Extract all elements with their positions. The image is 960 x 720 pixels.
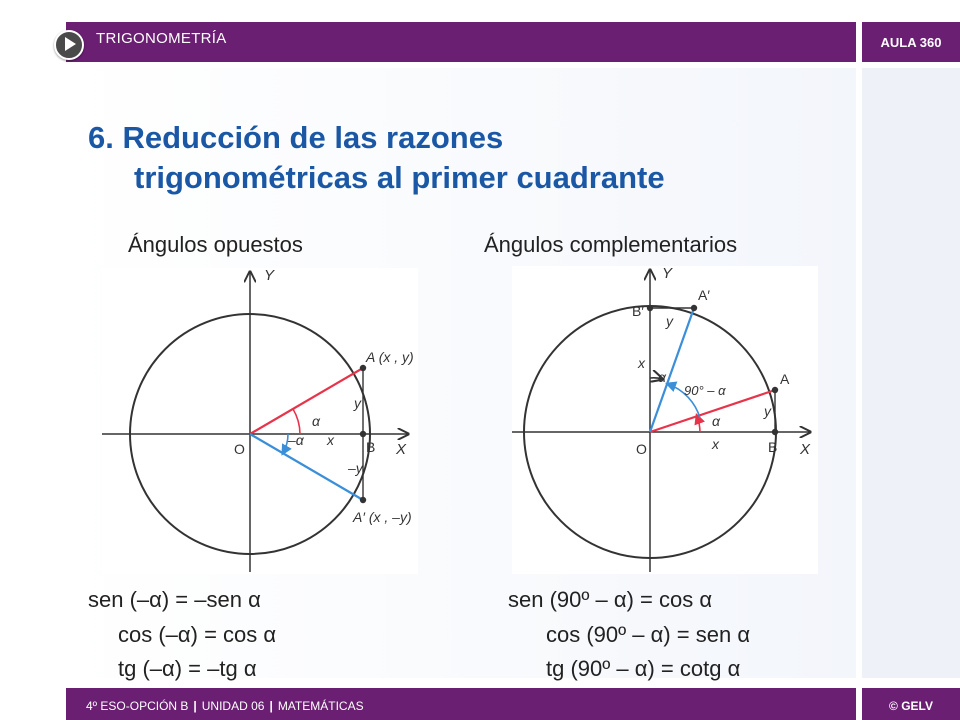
x-axis-label: X bbox=[800, 441, 811, 458]
opposite-angles-figure bbox=[102, 268, 418, 574]
formula-tg-complementary: tg (90º – α) = cotg α bbox=[546, 656, 741, 681]
x-label: x bbox=[712, 436, 719, 452]
slide-title-line2: trigonométricas al primer cuadrante bbox=[134, 160, 665, 195]
y-axis-label: Y bbox=[264, 268, 275, 284]
play-icon[interactable] bbox=[54, 30, 84, 60]
footer-subject: MATEMÁTICAS bbox=[277, 699, 364, 713]
point-b-prime-label: B′ bbox=[632, 303, 644, 319]
heading-complementary-angles: Ángulos complementarios bbox=[484, 232, 738, 257]
footer-text bbox=[86, 699, 364, 713]
section-title: TRIGONOMETRÍA bbox=[96, 30, 227, 47]
origin-label: O bbox=[636, 441, 647, 457]
side-panel bbox=[862, 68, 960, 678]
point-a-label: A bbox=[780, 371, 790, 387]
point-a-prime-label: A′ (x , –y) bbox=[353, 509, 412, 525]
footer-separator: | bbox=[193, 699, 197, 713]
ray-a bbox=[250, 368, 363, 434]
formula-cos-complementary: cos (90º – α) = sen α bbox=[546, 622, 751, 647]
y-label: y bbox=[764, 403, 771, 419]
footer-course: 4º ESO-OPCIÓN B bbox=[86, 699, 189, 713]
complementary-angles-figure bbox=[512, 266, 818, 574]
formula-cos-opposite: cos (–α) = cos α bbox=[118, 622, 277, 647]
comp-angle-label: 90° – α bbox=[684, 383, 726, 398]
point-b-label: B bbox=[768, 439, 778, 455]
alpha-top-label: α bbox=[658, 369, 666, 385]
y-label-horizontal: y bbox=[666, 313, 673, 329]
y-label: y bbox=[354, 395, 361, 411]
x-label-vertical: x bbox=[638, 355, 645, 371]
x-axis-label: X bbox=[396, 441, 407, 458]
origin-label: O bbox=[234, 441, 245, 457]
alpha-arc bbox=[697, 416, 700, 432]
point-a-label: A (x , y) bbox=[366, 349, 414, 365]
formula-tg-opposite: tg (–α) = –tg α bbox=[118, 656, 257, 681]
ray-a-prime bbox=[250, 434, 363, 500]
formula-sen-opposite: sen (–α) = –sen α bbox=[88, 587, 261, 612]
footer-unit: UNIDAD 06 bbox=[201, 699, 265, 713]
slide-title-line1: 6. Reducción de las razones bbox=[88, 120, 504, 155]
alpha-label: α bbox=[312, 413, 320, 429]
heading-opposite-angles: Ángulos opuestos bbox=[128, 232, 303, 257]
footer-separator: | bbox=[269, 699, 273, 713]
slide-title bbox=[88, 118, 665, 198]
y-axis-label: Y bbox=[662, 266, 673, 282]
neg-alpha-label: –α bbox=[288, 432, 304, 448]
aula-badge-label: AULA 360 bbox=[880, 35, 942, 50]
aula-badge bbox=[862, 22, 960, 62]
neg-y-label: –y bbox=[348, 460, 363, 476]
x-label: x bbox=[327, 432, 334, 448]
formula-sen-complementary: sen (90º – α) = cos α bbox=[508, 587, 713, 612]
point-b-label: B bbox=[366, 439, 376, 455]
point-a-prime-label: A′ bbox=[698, 287, 710, 303]
alpha-label: α bbox=[712, 413, 720, 429]
alpha-arc bbox=[293, 409, 300, 434]
footer-copyright: © GELV bbox=[889, 699, 933, 713]
